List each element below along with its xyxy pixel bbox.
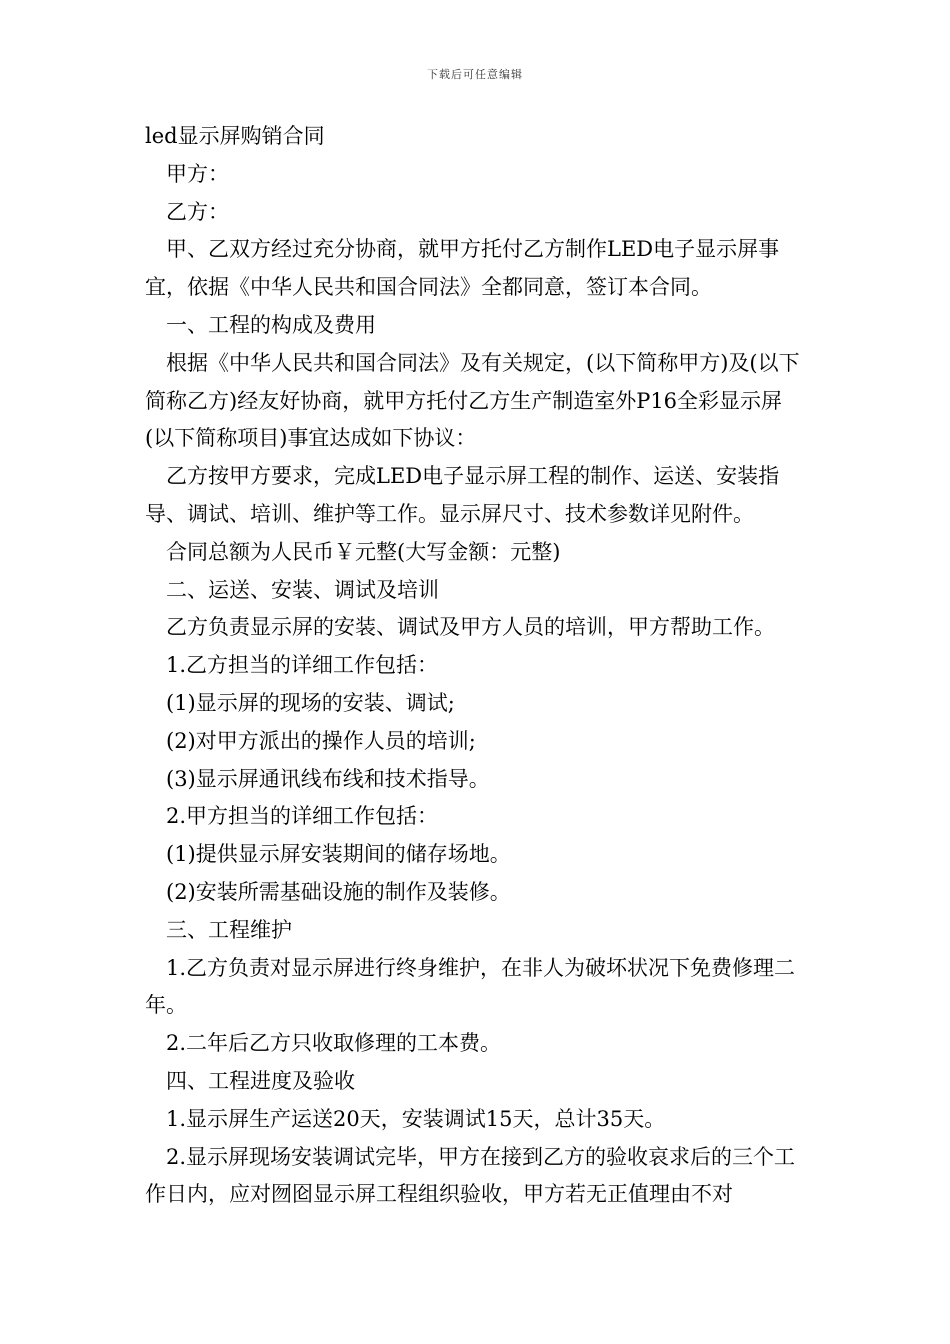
list-item: (2)安装所需基础设施的制作及装修。 [166,879,511,904]
section-heading-4: 四、工程进度及验收 [166,1068,355,1093]
list-item: (1)显示屏的现场的安装、调试; [166,690,455,715]
list-item: 1.显示屏生产运送20天，安装调试15天，总计35天。 [166,1106,666,1131]
section-heading-1: 一、工程的构成及费用 [166,312,376,337]
list-item: 2.显示屏现场安装调试完毕，甲方在接到乙方的验收哀求后的三个工作日内，应对囫囵显示屏工程组织验收，甲方若无正值理由不对 [145,1144,796,1207]
preamble-paragraph: 甲、乙双方经过充分协商，就甲方托付乙方制作LED电子显示屏事宜，依据《中华人民共和国合同法》全都同意，签订本合同。 [145,237,780,300]
document-title: led显示屏购销合同 [145,124,325,148]
list-heading: 1.乙方担当的详细工作包括： [166,653,439,678]
list-item: (1)提供显示屏安装期间的储存场地。 [166,842,511,867]
contract-document [145,118,810,1214]
body-paragraph: 根据《中华人民共和国合同法》及有关规定，(以下简称甲方)及(以下简称乙方)经友好协商，就甲方托付乙方生产制造室外P16全彩显示屏(以下简称项目)事宜达成如下协议： [145,350,800,451]
section-heading-2: 二、运送、安装、调试及培训 [166,577,439,602]
body-paragraph: 乙方按甲方要求，完成LED电子显示屏工程的制作、运送、安装指导、调试、培训、维护等工作。显示屏尺寸、技术参数详见附件。 [145,464,780,526]
list-heading: 2.甲方担当的详细工作包括： [166,804,439,829]
list-item: (3)显示屏通讯线布线和技术指导。 [166,766,490,791]
list-item: (2)对甲方派出的操作人员的培训; [166,728,476,753]
body-paragraph: 乙方负责显示屏的安装、调试及甲方人员的培训，甲方帮助工作。 [166,615,775,640]
party-a-line: 甲方： [166,161,229,186]
party-b-line: 乙方： [166,199,229,224]
section-heading-3: 三、工程维护 [166,917,292,942]
contract-amount-line: 合同总额为人民币￥元整(大写金额：元整) [166,539,561,564]
list-item: 1.乙方负责对显示屏进行终身维护，在非人为破坏状况下免费修理二年。 [145,955,796,1018]
list-item: 2.二年后乙方只收取修理的工本费。 [166,1031,502,1056]
page-header-note: 下载后可任意编辑 [427,68,523,81]
